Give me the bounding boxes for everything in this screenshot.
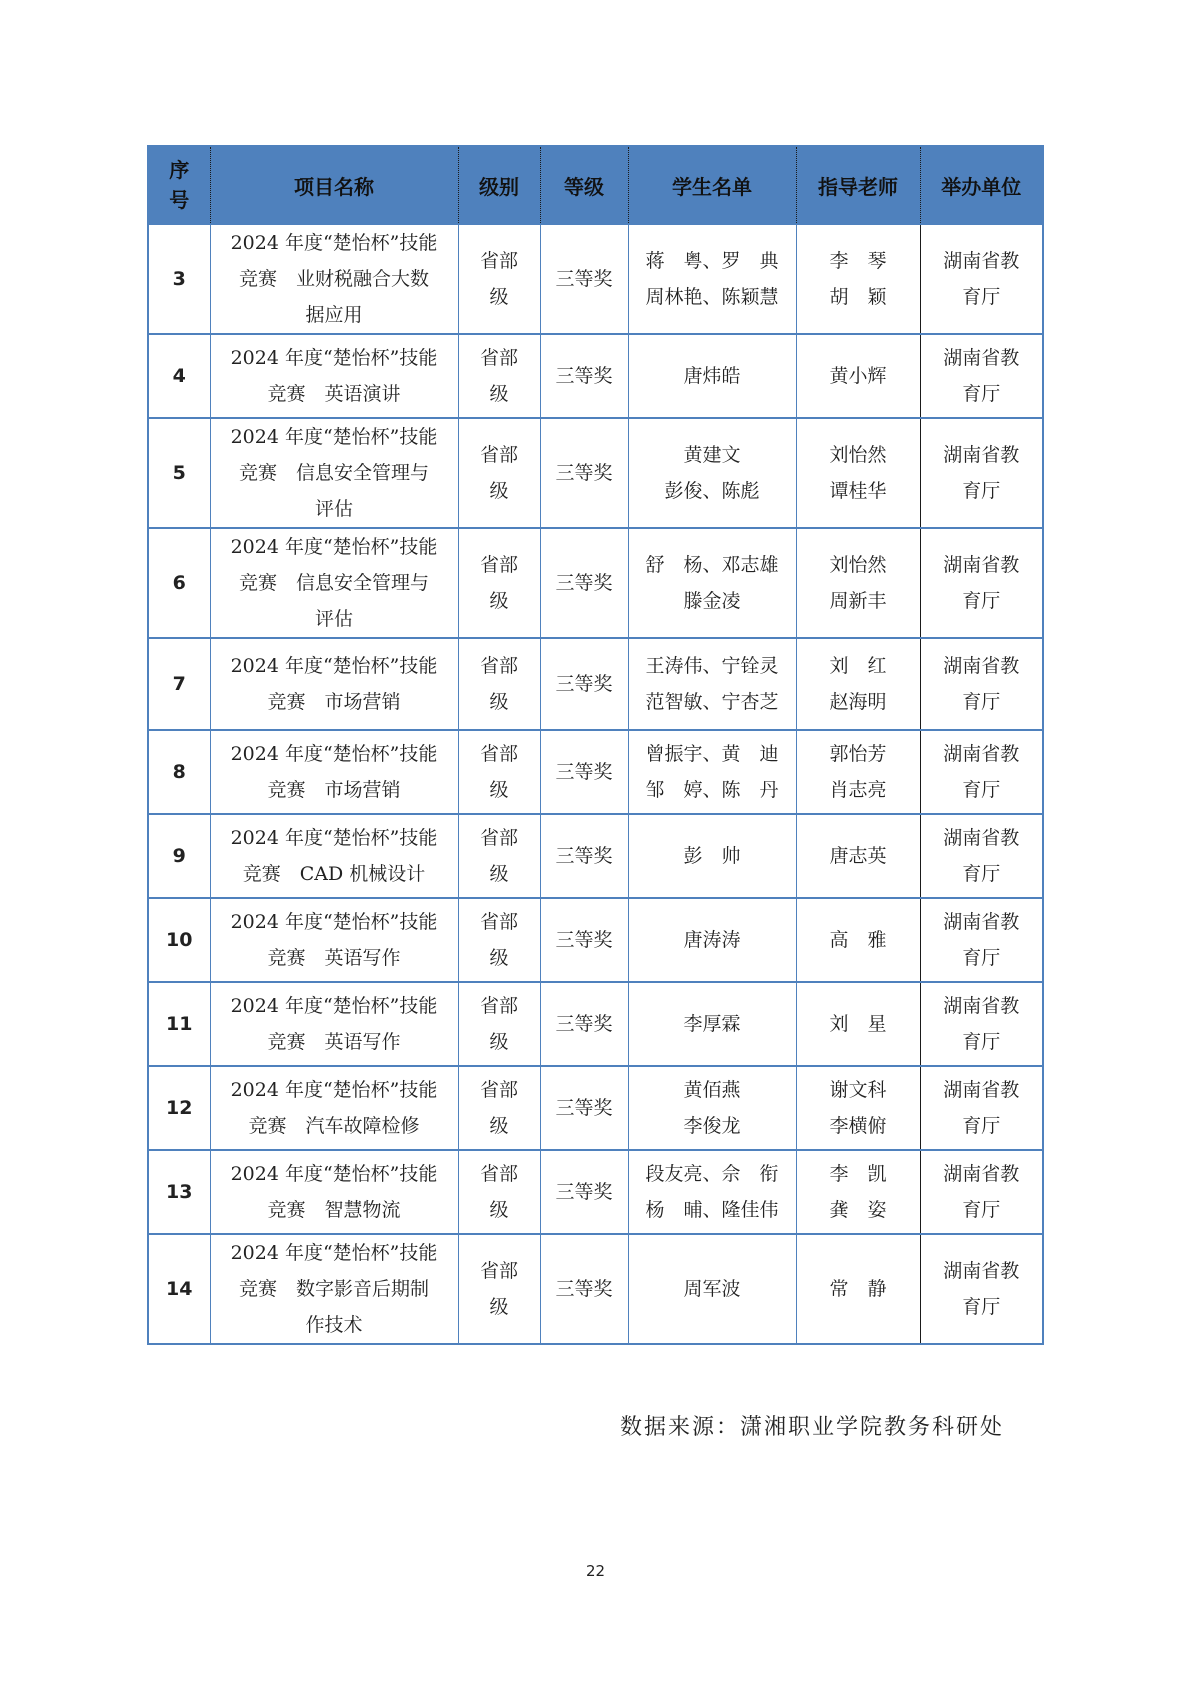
cell-organizer-line: 湖南省教 <box>943 554 1020 576</box>
cell-level-line: 级 <box>489 691 509 713</box>
header-seq-line1: 序 <box>169 158 190 182</box>
cell-level <box>458 638 540 730</box>
cell-teachers <box>796 1234 920 1344</box>
cell-level-line: 级 <box>489 286 509 308</box>
cell-teachers <box>796 898 920 982</box>
cell-teachers <box>796 982 920 1066</box>
cell-organizer <box>920 418 1043 528</box>
cell-organizer-line: 湖南省教 <box>943 827 1020 849</box>
header-seq <box>148 146 210 224</box>
header-project: 项目名称 <box>210 146 458 224</box>
cell-students <box>628 1066 796 1150</box>
cell-project-line: 2024 年度“楚怡杯”技能 <box>230 827 438 849</box>
cell-teachers <box>796 814 920 898</box>
cell-organizer-line: 湖南省教 <box>943 1163 1020 1185</box>
cell-grade: 三等奖 <box>540 224 628 334</box>
cell-organizer-line: 育厅 <box>962 1199 1001 1221</box>
cell-project-line: 竞赛 业财税融合大数 <box>238 268 429 290</box>
cell-project-line: 竞赛 市场营销 <box>267 691 401 713</box>
cell-organizer <box>920 1234 1043 1344</box>
cell-organizer-line: 湖南省教 <box>943 1079 1020 1101</box>
cell-seq: 7 <box>148 638 210 730</box>
cell-organizer-line: 育厅 <box>962 383 1001 405</box>
cell-project-line: 2024 年度“楚怡杯”技能 <box>230 995 438 1017</box>
cell-students-line: 蒋 粤、罗 典 <box>645 250 779 272</box>
cell-organizer <box>920 814 1043 898</box>
cell-organizer <box>920 528 1043 638</box>
cell-organizer-line: 育厅 <box>962 863 1001 885</box>
cell-organizer-line: 湖南省教 <box>943 444 1020 466</box>
cell-seq: 6 <box>148 528 210 638</box>
source-note: 数据来源：潇湘职业学院教务科研处 <box>620 1415 1005 1440</box>
cell-teachers-line: 唐志英 <box>829 845 887 867</box>
header-level: 级别 <box>458 146 540 224</box>
cell-level-line: 级 <box>489 1031 509 1053</box>
cell-project-line: 竞赛 信息安全管理与 <box>238 572 429 594</box>
cell-grade: 三等奖 <box>540 1150 628 1234</box>
cell-teachers <box>796 528 920 638</box>
cell-students-line: 唐炜皓 <box>683 365 741 387</box>
cell-project-line: 2024 年度“楚怡杯”技能 <box>230 347 438 369</box>
cell-grade: 三等奖 <box>540 418 628 528</box>
cell-teachers-line: 胡 颖 <box>829 286 887 308</box>
cell-students <box>628 638 796 730</box>
cell-teachers-line: 常 静 <box>829 1278 887 1300</box>
cell-level <box>458 1066 540 1150</box>
cell-organizer <box>920 1150 1043 1234</box>
cell-level-line: 省部 <box>479 1079 518 1101</box>
cell-project-line: 作技术 <box>305 1314 363 1336</box>
cell-students <box>628 418 796 528</box>
cell-level-line: 级 <box>489 383 509 405</box>
cell-teachers <box>796 1150 920 1234</box>
cell-level-line: 省部 <box>479 655 518 677</box>
cell-teachers-line: 李 凯 <box>829 1163 887 1185</box>
table-row <box>148 1150 1043 1234</box>
table-row <box>148 898 1043 982</box>
cell-students-line: 李厚霖 <box>683 1013 741 1035</box>
cell-level-line: 省部 <box>479 554 518 576</box>
cell-organizer <box>920 224 1043 334</box>
table-row <box>148 814 1043 898</box>
table-row <box>148 730 1043 814</box>
cell-teachers <box>796 334 920 418</box>
cell-organizer-line: 湖南省教 <box>943 995 1020 1017</box>
cell-organizer-line: 育厅 <box>962 1115 1001 1137</box>
cell-students-line: 滕金凌 <box>683 590 741 612</box>
cell-teachers-line: 刘怡然 <box>829 554 887 576</box>
cell-students-line: 曾振宇、黄 迪 <box>645 743 779 765</box>
cell-grade: 三等奖 <box>540 1066 628 1150</box>
cell-project-line: 竞赛 英语写作 <box>267 1031 401 1053</box>
cell-students-line: 范智敏、宁杏芝 <box>645 691 779 713</box>
cell-organizer-line: 湖南省教 <box>943 347 1020 369</box>
cell-seq: 12 <box>148 1066 210 1150</box>
cell-project-line: 竞赛 英语演讲 <box>267 383 401 405</box>
cell-project <box>210 1150 458 1234</box>
cell-level-line: 省部 <box>479 827 518 849</box>
cell-students-line: 杨 晡、隆佳伟 <box>645 1199 779 1221</box>
cell-seq: 13 <box>148 1150 210 1234</box>
table-row <box>148 1234 1043 1344</box>
cell-project-line: 2024 年度“楚怡杯”技能 <box>230 1079 438 1101</box>
cell-students-line: 王涛伟、宁铨灵 <box>645 655 779 677</box>
cell-project-line: 竞赛 汽车故障检修 <box>248 1115 420 1137</box>
cell-teachers <box>796 1066 920 1150</box>
cell-students <box>628 814 796 898</box>
table-header <box>148 146 1043 224</box>
cell-grade: 三等奖 <box>540 334 628 418</box>
cell-level-line: 省部 <box>479 1163 518 1185</box>
cell-organizer-line: 湖南省教 <box>943 911 1020 933</box>
cell-teachers-line: 谢文科 <box>829 1079 887 1101</box>
cell-organizer-line: 湖南省教 <box>943 250 1020 272</box>
cell-organizer-line: 育厅 <box>962 779 1001 801</box>
cell-students-line: 唐涛涛 <box>683 929 741 951</box>
cell-students <box>628 224 796 334</box>
cell-level-line: 省部 <box>479 1260 518 1282</box>
cell-students-line: 周林艳、陈颖慧 <box>645 286 779 308</box>
cell-level-line: 省部 <box>479 995 518 1017</box>
cell-project-line: 评估 <box>314 498 353 520</box>
cell-project <box>210 638 458 730</box>
cell-students-line: 黄佰燕 <box>683 1079 741 1101</box>
cell-grade: 三等奖 <box>540 1234 628 1344</box>
cell-students <box>628 898 796 982</box>
header-grade: 等级 <box>540 146 628 224</box>
cell-organizer-line: 湖南省教 <box>943 1260 1020 1282</box>
cell-project-line: 竞赛 市场营销 <box>267 779 401 801</box>
cell-project-line: 竞赛 信息安全管理与 <box>238 462 429 484</box>
cell-project-line: 2024 年度“楚怡杯”技能 <box>230 1163 438 1185</box>
cell-grade: 三等奖 <box>540 638 628 730</box>
cell-students-line: 舒 杨、邓志雄 <box>645 554 779 576</box>
cell-level-line: 省部 <box>479 347 518 369</box>
cell-level-line: 级 <box>489 947 509 969</box>
cell-project <box>210 1234 458 1344</box>
cell-level-line: 级 <box>489 590 509 612</box>
cell-project-line: 2024 年度“楚怡杯”技能 <box>230 911 438 933</box>
cell-grade: 三等奖 <box>540 982 628 1066</box>
cell-students-line: 黄建文 <box>683 444 741 466</box>
awards-table <box>147 145 1044 1345</box>
cell-level <box>458 1150 540 1234</box>
table-row <box>148 528 1043 638</box>
cell-teachers-line: 郭怡芳 <box>829 743 887 765</box>
cell-project <box>210 418 458 528</box>
cell-project-line: 评估 <box>314 608 353 630</box>
cell-seq: 10 <box>148 898 210 982</box>
cell-students-line: 邹 婷、陈 丹 <box>645 779 779 801</box>
cell-project-line: 2024 年度“楚怡杯”技能 <box>230 536 438 558</box>
cell-level-line: 级 <box>489 1199 509 1221</box>
cell-project <box>210 528 458 638</box>
cell-level <box>458 898 540 982</box>
cell-teachers-line: 李横俯 <box>829 1115 887 1137</box>
header-seq-line2: 号 <box>169 188 190 212</box>
cell-level-line: 省部 <box>479 250 518 272</box>
cell-level <box>458 982 540 1066</box>
cell-level <box>458 418 540 528</box>
cell-teachers <box>796 224 920 334</box>
cell-seq: 14 <box>148 1234 210 1344</box>
header-students: 学生名单 <box>628 146 796 224</box>
cell-project <box>210 730 458 814</box>
cell-level <box>458 224 540 334</box>
cell-level-line: 级 <box>489 1115 509 1137</box>
cell-teachers-line: 刘 星 <box>829 1013 887 1035</box>
cell-organizer-line: 育厅 <box>962 1031 1001 1053</box>
table-body <box>148 224 1043 1344</box>
cell-teachers-line: 周新丰 <box>829 590 887 612</box>
cell-organizer-line: 湖南省教 <box>943 743 1020 765</box>
cell-project <box>210 814 458 898</box>
cell-grade: 三等奖 <box>540 528 628 638</box>
cell-organizer-line: 育厅 <box>962 286 1001 308</box>
cell-organizer-line: 育厅 <box>962 590 1001 612</box>
table-row <box>148 638 1043 730</box>
cell-teachers <box>796 418 920 528</box>
cell-project <box>210 334 458 418</box>
cell-level-line: 省部 <box>479 743 518 765</box>
cell-organizer-line: 湖南省教 <box>943 655 1020 677</box>
table-row <box>148 982 1043 1066</box>
cell-seq: 9 <box>148 814 210 898</box>
cell-organizer <box>920 1066 1043 1150</box>
cell-students-line: 彭俊、陈彪 <box>664 480 760 502</box>
cell-project-line: 2024 年度“楚怡杯”技能 <box>230 1242 438 1264</box>
cell-level-line: 省部 <box>479 911 518 933</box>
cell-organizer-line: 育厅 <box>962 947 1001 969</box>
cell-students-line: 段友亮、佘 衔 <box>645 1163 779 1185</box>
cell-seq: 8 <box>148 730 210 814</box>
cell-organizer <box>920 730 1043 814</box>
cell-organizer-line: 育厅 <box>962 691 1001 713</box>
cell-level-line: 级 <box>489 480 509 502</box>
cell-students <box>628 528 796 638</box>
cell-level <box>458 1234 540 1344</box>
cell-teachers-line: 李 琴 <box>829 250 887 272</box>
table-row <box>148 224 1043 334</box>
cell-teachers-line: 谭桂华 <box>829 480 887 502</box>
table-row <box>148 1066 1043 1150</box>
cell-grade: 三等奖 <box>540 814 628 898</box>
page-number: 22 <box>585 1562 606 1580</box>
table-row <box>148 418 1043 528</box>
header-row <box>148 146 1043 224</box>
cell-organizer-line: 育厅 <box>962 1296 1001 1318</box>
cell-students <box>628 982 796 1066</box>
cell-seq: 11 <box>148 982 210 1066</box>
cell-students <box>628 730 796 814</box>
cell-teachers-line: 刘怡然 <box>829 444 887 466</box>
cell-project-line: 2024 年度“楚怡杯”技能 <box>230 426 438 448</box>
cell-project <box>210 224 458 334</box>
cell-level-line: 级 <box>489 1296 509 1318</box>
header-organizer: 举办单位 <box>920 146 1043 224</box>
header-teachers: 指导老师 <box>796 146 920 224</box>
cell-project-line: 竞赛 智慧物流 <box>267 1199 401 1221</box>
cell-project <box>210 982 458 1066</box>
cell-teachers-line: 肖志亮 <box>829 779 887 801</box>
cell-level <box>458 528 540 638</box>
cell-teachers-line: 高 雅 <box>829 929 887 951</box>
cell-students-line: 李俊龙 <box>683 1115 741 1137</box>
cell-teachers-line: 黄小辉 <box>829 365 887 387</box>
cell-seq: 4 <box>148 334 210 418</box>
table-row <box>148 334 1043 418</box>
cell-grade: 三等奖 <box>540 730 628 814</box>
cell-project <box>210 1066 458 1150</box>
cell-students-line: 彭 帅 <box>683 845 741 867</box>
cell-organizer <box>920 898 1043 982</box>
cell-grade: 三等奖 <box>540 898 628 982</box>
cell-project-line: 竞赛 英语写作 <box>267 947 401 969</box>
cell-organizer-line: 育厅 <box>962 480 1001 502</box>
cell-project-line: 竞赛 CAD 机械设计 <box>242 863 426 885</box>
cell-level <box>458 814 540 898</box>
cell-students <box>628 334 796 418</box>
cell-teachers-line: 龚 姿 <box>829 1199 887 1221</box>
cell-project-line: 2024 年度“楚怡杯”技能 <box>230 743 438 765</box>
cell-organizer <box>920 638 1043 730</box>
cell-level-line: 级 <box>489 863 509 885</box>
cell-teachers-line: 赵海明 <box>829 691 887 713</box>
cell-seq: 5 <box>148 418 210 528</box>
cell-level-line: 级 <box>489 779 509 801</box>
cell-seq: 3 <box>148 224 210 334</box>
cell-teachers-line: 刘 红 <box>829 655 887 677</box>
cell-organizer <box>920 334 1043 418</box>
cell-level <box>458 730 540 814</box>
cell-students <box>628 1150 796 1234</box>
cell-project-line: 竞赛 数字影音后期制 <box>238 1278 429 1300</box>
cell-teachers <box>796 730 920 814</box>
cell-project-line: 据应用 <box>305 304 363 326</box>
cell-project-line: 2024 年度“楚怡杯”技能 <box>230 655 438 677</box>
cell-students <box>628 1234 796 1344</box>
cell-organizer <box>920 982 1043 1066</box>
cell-teachers <box>796 638 920 730</box>
cell-project-line: 2024 年度“楚怡杯”技能 <box>230 232 438 254</box>
cell-students-line: 周军波 <box>683 1278 741 1300</box>
cell-level-line: 省部 <box>479 444 518 466</box>
cell-level <box>458 334 540 418</box>
cell-project <box>210 898 458 982</box>
